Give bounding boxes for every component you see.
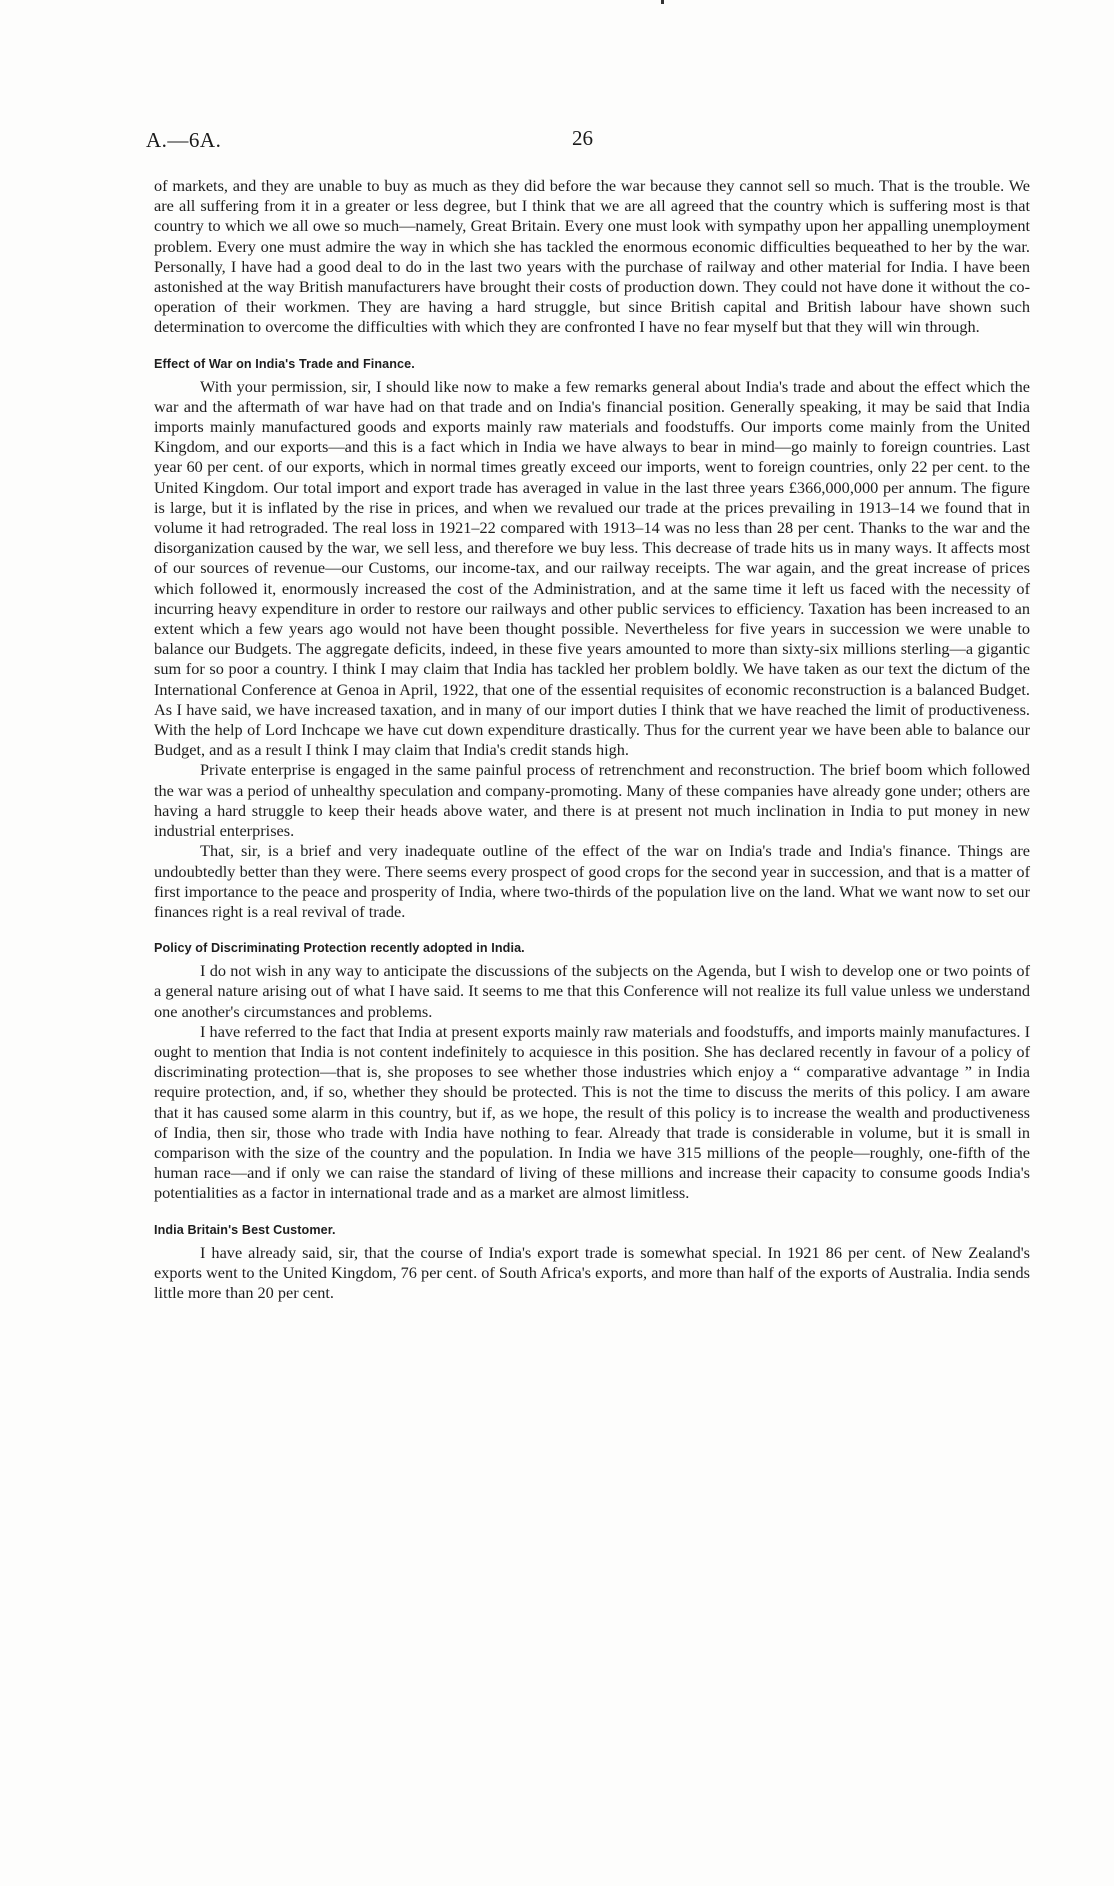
section-heading-war-effect: Effect of War on India's Trade and Finance. [154,356,415,371]
paragraph-agenda: I do not wish in any way to anticipate the discussions of the subjects on the Agenda, but I wish to develop one or two points of a general nature arising out of what I have said. It seems to me that this Conference will not realize its full value unless we understand one another's circumstances and problems. [154,961,1030,1021]
paragraph-private-enterprise: Private enterprise is engaged in the same painful process of retrenchment and reconstruction. The brief boom which followed the war was a period of unhealthy speculation and company-promoting. Many of these companies have already gone under; others are having a hard struggle to keep their heads above water, and there is at present not much inclination in India to put money in new industrial enterprises. [154,760,1030,841]
paragraph-outline-summary: That, sir, is a brief and very inadequate outline of the effect of the war on India's trade and India's finance. Things are undoubtedly better than they were. There seems every prospect of good crops for the second year in succession, and that is a matter of first importance to the peace and prosperity of India, where two-thirds of the population live on the land. What we want now to set our finances right is a real revival of trade. [154,841,1030,921]
page-number: 26 [572,126,593,150]
section-heading-best-customer: India Britain's Best Customer. [154,1222,336,1237]
paragraph-export-trade: I have already said, sir, that the course of India's export trade is somewhat special. In 1921 86 per cent. of New Zealand's exports went to the United Kingdom, 76 per cent. of South Africa's exports, and more than half of the exports of Australia. India sends little more than 20 per cent. [154,1242,1030,1302]
scan-speck [661,0,664,4]
paragraph-protection: I have referred to the fact that India at present exports mainly raw materials and foodstuffs, and imports mainly manufactures. I ought to mention that India is not content indefinitely to acquiesce in this position. She has declared recently in favour of a policy of discriminating protection—that is, she proposes to see whether those industries which enjoy a “ comparative advantage ” in India require protection, and, if so, whether they should be protected. This is not the time to discuss the merits of this policy. I am aware that it has caused some alarm in this country, but if, as we hope, the result of this policy is to increase the wealth and productiveness of India, then sir, those who trade with India have nothing to fear. Already that trade is considerable in volume, but it is small in comparison with the size of the country and the population. In India we have 315 millions of the people—roughly, one-fifth of the human race—and if only we can raise the standard of living of these millions and increase their capacity to consume goods India's potentialities as a factor in international trade and as a market are almost limitless. [154,1021,1030,1203]
section-heading-protection-policy: Policy of Discriminating Protection recently adopted in India. [154,941,525,956]
document-body [154,176,1030,1303]
paragraph-trade-finance: With your permission, sir, I should like now to make a few remarks general about India's trade and about the effect which the war and the aftermath of war have had on that trade and on India's financial position. Generally speaking, it may be said that India imports mainly manufactured goods and exports mainly raw materials and foodstuffs. Our imports come mainly from the United Kingdom, and our exports—and this is a fact which in India we have always to bear in mind—go mainly to foreign countries. Last year 60 per cent. of our exports, which in normal times greatly exceed our imports, went to foreign countries, only 22 per cent. to the United Kingdom. Our total import and export trade has averaged in value in the last three years £366,000,000 per annum. The figure is large, but it is inflated by the rise in prices, and when we revalued our trade at the prices prevailing in 1913–14 we found that in volume it had retrograded. The real loss in 1921–22 compared with 1913–14 was no less than 28 per cent. Thanks to the war and the disorganization caused by the war, we sell less, and therefore we buy less. This decrease of trade hits us in many ways. It affects most of our sources of revenue—our Customs, our income-tax, and our railway receipts. The war again, and the great increase of prices which followed it, enormously increased the cost of the Administration, and at the same time it left us faced with the necessity of incurring heavy expenditure in order to restore our railways and other public services to efficiency. Taxation has been increased to an extent which a few years ago would not have been thought possible. Nevertheless for five years in succession we were unable to balance our Budgets. The aggregate deficits, indeed, in these five years amounted to more than sixty-six millions sterling—a gigantic sum for so poor a country. I think I may claim that India has tackled her problem boldly. We have taken as our text the dictum of the International Conference at Genoa in April, 1922, that one of the essential requisites of economic reconstruction is a balanced Budget. As I have said, we have increased taxation, and in many of our import duties I think that we have reached the limit of productiveness. With the help of Lord Inchcape we have cut down expenditure drastically. Thus for the current year we have been able to balance our Budget, and as a result I think I may claim that India's credit stands high. [154,376,1030,760]
paragraph-continued: of markets, and they are unable to buy as much as they did before the war because they cannot sell so much. That is the trouble. We are all suffering from it in a greater or less degree, but I think that we are all agreed that the country which is suffering most is that country to which we all owe so much—namely, Great Britain. Every one must look with sympathy upon her appalling unemployment problem. Every one must admire the way in which she has tackled the enormous economic difficulties bequeathed to her by the war. Personally, I have had a good deal to do in the last two years with the purchase of railway and other material for India. I have been astonished at the way British manufacturers have brought their costs of production down. They could not have done it without the co-operation of their workmen. They are having a hard struggle, but since British capital and British labour have shown such determination to overcome the difficulties with which they are confronted I have no fear myself but that they will win through. [154,176,1030,337]
document-reference: A.—6A. [146,128,222,152]
